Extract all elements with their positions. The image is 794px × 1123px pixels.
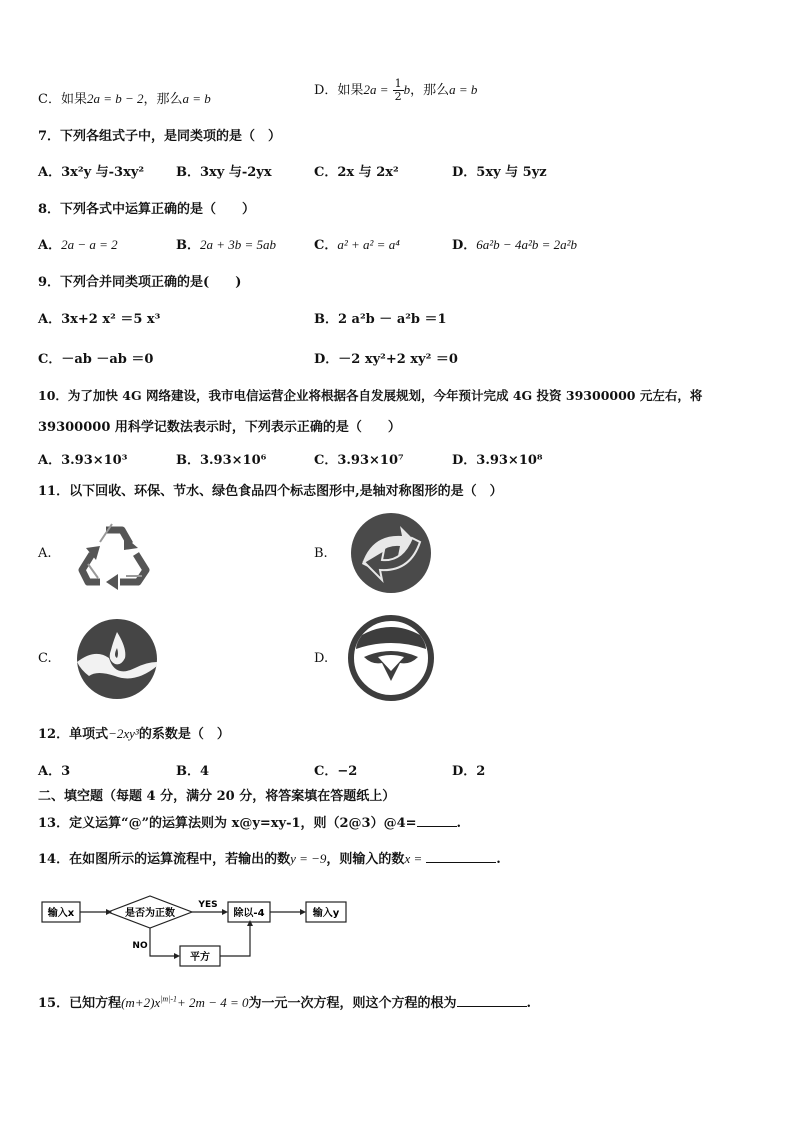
q8-option-c: C．a² + a² = a⁴ bbox=[314, 237, 400, 253]
flow-divide-label: 除以-4 bbox=[233, 908, 265, 919]
q14-answer-blank[interactable] bbox=[426, 862, 496, 863]
q7-stem: 7．下列各组式子中，是同类项的是（ ） bbox=[38, 129, 282, 144]
q12-option-b: B．4 bbox=[176, 764, 210, 779]
q8-option-a: A．2a − a = 2 bbox=[38, 237, 118, 253]
q10-option-a: A．3.93×10³ bbox=[38, 453, 128, 468]
q11-option-a-label: A. bbox=[38, 546, 52, 561]
flow-decision-label: 是否为正数 bbox=[125, 908, 175, 919]
q9-option-a: A．3x+2 x² ＝5 x³ bbox=[38, 312, 161, 327]
green-food-icon bbox=[348, 615, 434, 701]
q10-option-d: D．3.93×10⁸ bbox=[452, 453, 543, 468]
q6-option-c-expr: 2a = b − 2 bbox=[86, 91, 144, 106]
q8-stem: 8．下列各式中运算正确的是（ ） bbox=[38, 202, 256, 217]
water-saving-icon bbox=[75, 618, 159, 700]
q9-option-b: B．2 a²b － a²b ＝1 bbox=[314, 312, 447, 327]
q12-option-a: A．3 bbox=[38, 764, 71, 779]
recycle-icon bbox=[76, 518, 154, 590]
flow-output-label: 输入y bbox=[312, 908, 340, 919]
flow-no-label: NO bbox=[132, 941, 148, 951]
section-heading: 二、填空题（每题 4 分，满分 20 分，将答案填在答题纸上） bbox=[38, 789, 396, 804]
q12-option-d: D．2 bbox=[452, 764, 486, 779]
flow-yes-label: YES bbox=[198, 900, 218, 910]
q6-option-d-fraction: $\frac{1}{2}$ bbox=[394, 77, 402, 103]
q10-stem-line1: 10．为了加快 4G 网络建设，我市电信运营企业将根据各自发展规划，今年预计完成 4G 投资 39300000 元左右，将 bbox=[38, 388, 703, 403]
flowchart bbox=[40, 892, 360, 972]
q11-option-d-label: D. bbox=[314, 651, 329, 666]
flow-input-label: 输入x bbox=[47, 908, 75, 919]
q6-option-d: D．如果2a = $\frac{1}{2}$ b，那么a = b bbox=[314, 77, 478, 103]
q15-answer-blank[interactable] bbox=[457, 1006, 527, 1007]
q10-option-b: B．3.93×10⁶ bbox=[176, 453, 267, 468]
q9-option-d: D．－2 xy²+2 xy² ＝0 bbox=[314, 352, 458, 367]
q7-option-c: C．2x 与 2x² bbox=[314, 165, 399, 180]
q9-stem: 9．下列合并同类项正确的是( ) bbox=[38, 275, 242, 290]
q10-stem-line2: 39300000 用科学记数法表示时，下列表示正确的是（ ） bbox=[38, 420, 401, 435]
q11-stem: 11．以下回收、环保、节水、绿色食品四个标志图形中,是轴对称图形的是（ ） bbox=[38, 484, 503, 499]
q8-option-b: B．2a + 3b = 5ab bbox=[176, 237, 277, 253]
q11-option-b-label: B. bbox=[314, 546, 328, 561]
flow-square-label: 平方 bbox=[190, 952, 210, 963]
q12-stem: 12．单项式−2xy³的系数是（ ） bbox=[38, 726, 230, 742]
q12-option-c: C．−2 bbox=[314, 764, 358, 779]
q6-option-c: C．如果2a = b − 2，那么a = b bbox=[38, 91, 211, 107]
q13-answer-blank[interactable] bbox=[417, 826, 457, 827]
q11-option-c-label: C. bbox=[38, 651, 52, 666]
environmental-arrows-icon bbox=[350, 512, 432, 594]
q9-option-c: C．－ab －ab ＝0 bbox=[38, 352, 154, 367]
q7-option-a: A．3x²y 与-3xy² bbox=[38, 165, 145, 180]
q7-option-d: D．5xy 与 5yz bbox=[452, 165, 547, 180]
q13-stem: 13．定义运算“@”的运算法则为 x@y=xy-1，则（2@3）@4= . bbox=[38, 816, 462, 831]
q14-stem: 14．在如图所示的运算流程中，若输出的数y = −9，则输入的数x = . bbox=[38, 851, 501, 867]
q15-stem: 15．已知方程$(m+2)x^{|m|-1}+ 2m - 4 = 0$为一元一次方程，则这个方程的根为 . bbox=[38, 994, 532, 1011]
q8-option-d: D．6a²b − 4a²b = 2a²b bbox=[452, 237, 578, 253]
q7-option-b: B．3xy 与-2yx bbox=[176, 165, 272, 180]
q10-option-c: C．3.93×10⁷ bbox=[314, 453, 404, 468]
